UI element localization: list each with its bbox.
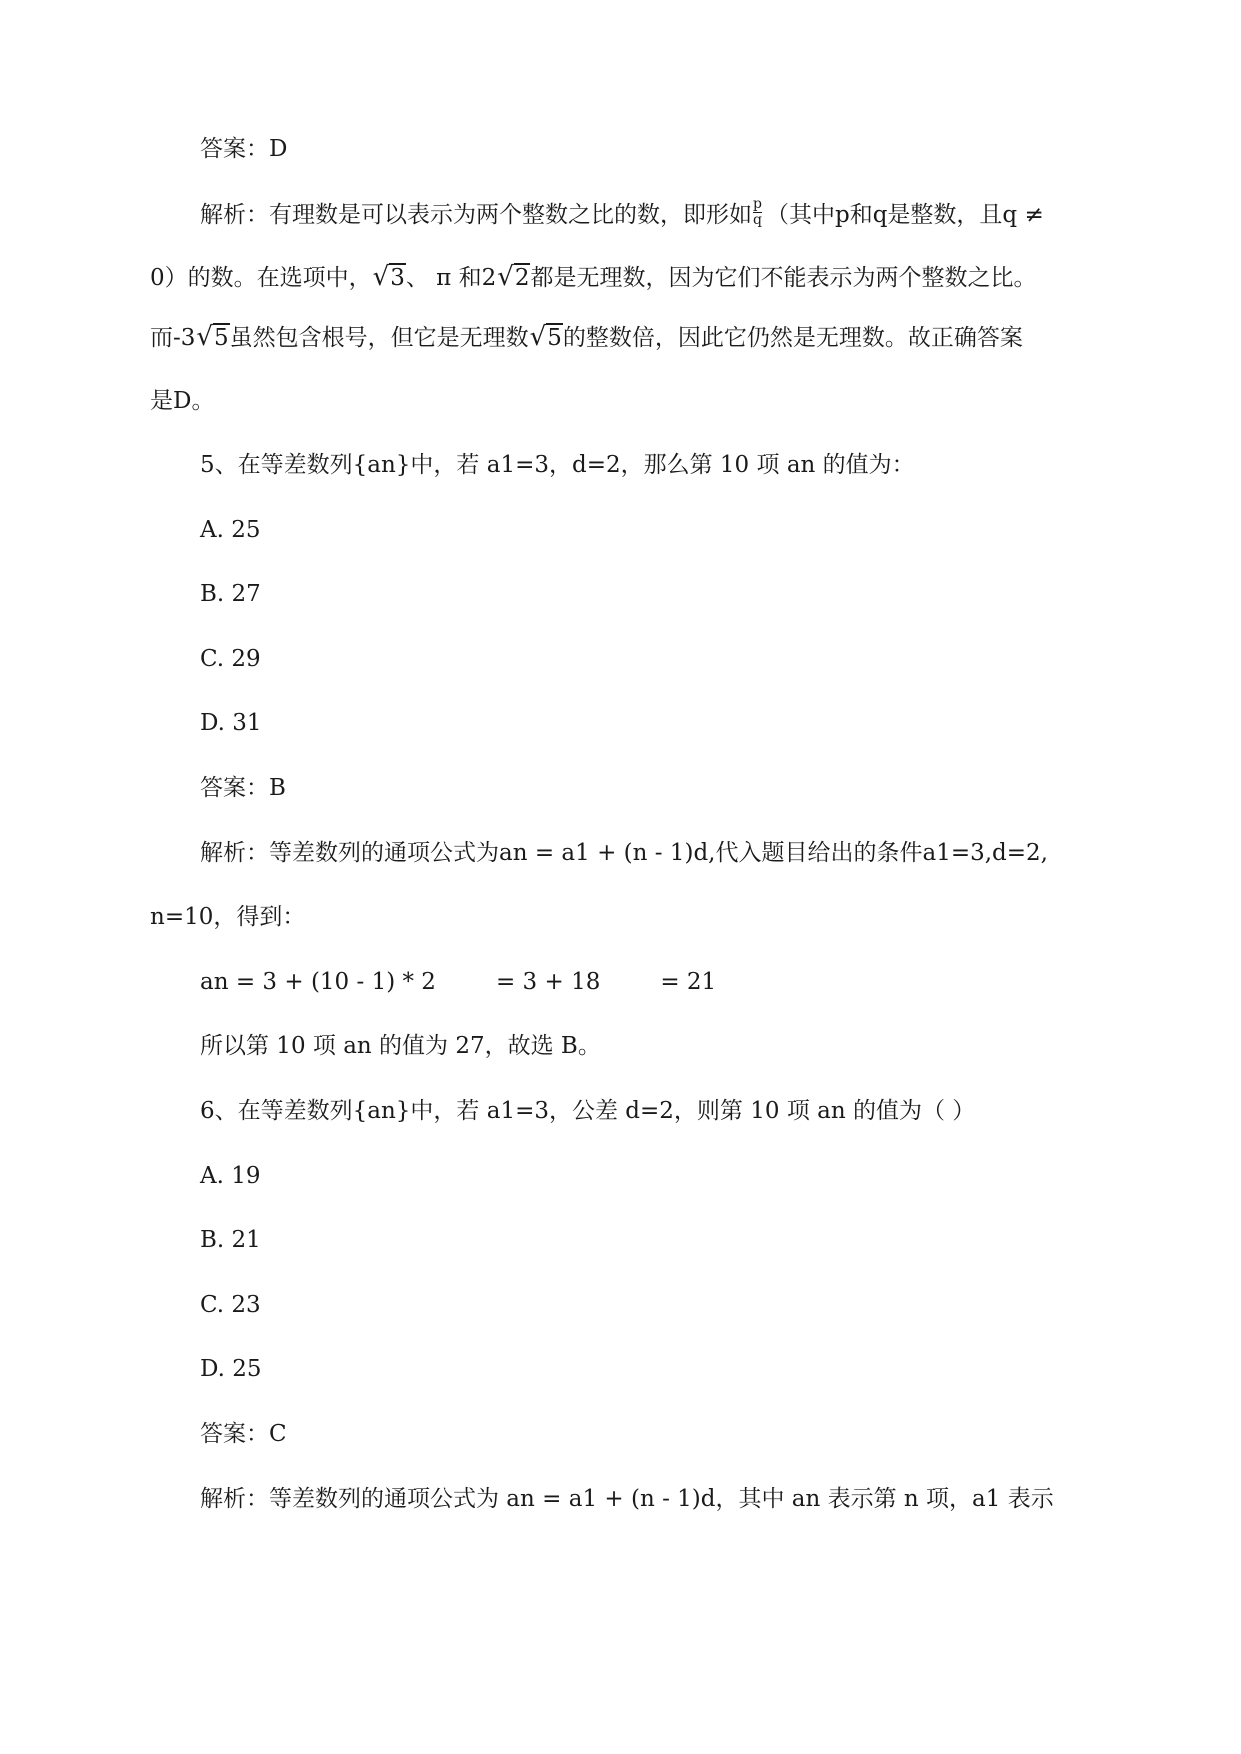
q6-option-a: A. 19 bbox=[200, 1163, 261, 1189]
radicand: 5 bbox=[213, 325, 229, 351]
q4-analysis-text: 、 π 和2 bbox=[405, 265, 497, 291]
q6-question: 6、在等差数列{an}中，若 a1=3，公差 d=2，则第 10 项 an 的值为（ ） bbox=[200, 1098, 976, 1124]
q5-option-b: B. 27 bbox=[200, 581, 261, 607]
sqrt-icon: √2 bbox=[497, 262, 530, 292]
q4-analysis-line-4: 是D。 bbox=[150, 388, 215, 414]
q5-option-a: A. 25 bbox=[200, 517, 261, 543]
q4-answer: 答案：D bbox=[200, 136, 288, 162]
fraction-denominator: q bbox=[753, 211, 762, 228]
q5-option-c: C. 29 bbox=[200, 646, 261, 672]
q5-analysis-line-2: n=10，得到： bbox=[150, 904, 306, 930]
sqrt-icon: √5 bbox=[196, 322, 229, 352]
q6-analysis-line-1: 解析：等差数列的通项公式为 an = a1 + (n - 1)d，其中 an 表示第 n 项，a1 表示 bbox=[200, 1486, 1054, 1512]
fraction-p-over-q bbox=[753, 197, 762, 228]
calc-step: an = 3 + (10 - 1) * 2 bbox=[200, 969, 436, 995]
radicand: 3 bbox=[390, 265, 405, 291]
q6-answer: 答案：C bbox=[200, 1421, 287, 1447]
sqrt-icon: √5 bbox=[529, 322, 562, 352]
q4-analysis-line-2 bbox=[150, 262, 1036, 293]
q4-analysis-text: 都是无理数，因为它们不能表示为两个整数之比。 bbox=[530, 265, 1037, 291]
q5-analysis-line-1: 解析：等差数列的通项公式为an = a1 + (n - 1)d,代入题目给出的条件a1=3,d=2, bbox=[200, 840, 1048, 866]
q5-answer: 答案：B bbox=[200, 775, 286, 801]
q6-option-c: C. 23 bbox=[200, 1292, 261, 1318]
q4-analysis-text: 的整数倍，因此它仍然是无理数。故正确答案 bbox=[562, 325, 1023, 351]
q4-analysis-line-3 bbox=[150, 322, 1023, 353]
q4-analysis-text: 而-3 bbox=[150, 325, 196, 351]
q4-analysis-text: 0）的数。在选项中， bbox=[150, 265, 372, 291]
q6-option-b: B. 21 bbox=[200, 1227, 261, 1253]
q6-option-d: D. 25 bbox=[200, 1356, 262, 1382]
q4-analysis-text: 解析：有理数是可以表示为两个整数之比的数，即形如 bbox=[200, 202, 752, 228]
q5-question: 5、在等差数列{an}中，若 a1=3，d=2，那么第 10 项 an 的值为： bbox=[200, 452, 915, 478]
q5-option-d: D. 31 bbox=[200, 710, 262, 736]
sqrt-icon: √3 bbox=[372, 262, 405, 292]
fraction-numerator: p bbox=[753, 195, 762, 212]
radicand: 5 bbox=[547, 325, 562, 351]
calc-step: = 21 bbox=[660, 969, 717, 995]
calc-step: = 3 + 18 bbox=[495, 969, 601, 995]
radicand: 2 bbox=[514, 265, 530, 291]
q4-analysis-text: （其中p和q是整数，且q ≠ bbox=[765, 202, 1044, 228]
q4-analysis-line-1 bbox=[200, 195, 1044, 232]
q4-analysis-text: 虽然包含根号，但它是无理数 bbox=[229, 325, 529, 351]
q5-conclusion: 所以第 10 项 an 的值为 27，故选 B。 bbox=[200, 1033, 601, 1059]
q5-calculation bbox=[200, 967, 716, 997]
